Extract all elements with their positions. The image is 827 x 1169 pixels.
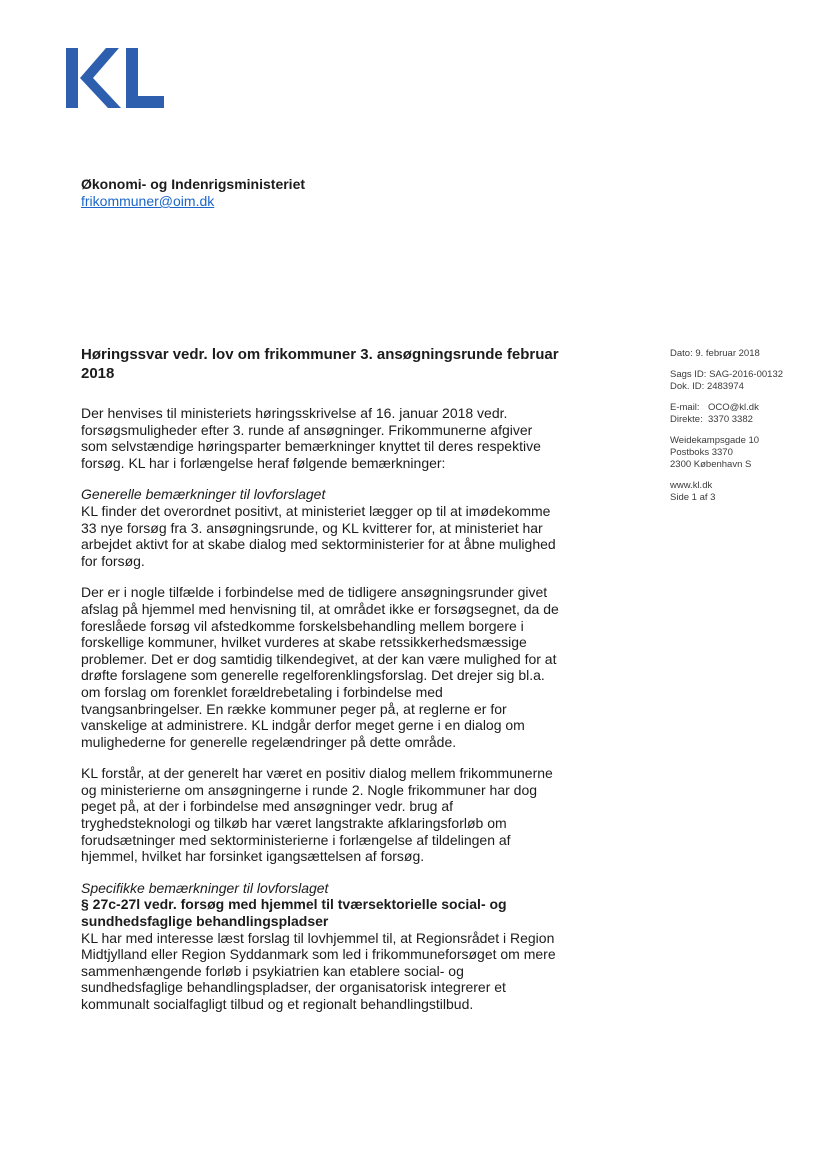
recipient-block [81,176,305,210]
section1-heading: Generelle bemærkninger til lovforslaget [81,486,326,503]
document-metadata [670,348,783,513]
letter-title: Høringssvar vedr. lov om frikommuner 3. ansøgningsrunde februar 2018 [81,346,559,382]
section1-paragraph-1: KL finder det overordnet positivt, at ministeriet lægger op til at imødekomme 33 nye forsøg fra 3. ansøgningsrunde, og KL kvitterer for, at ministeriet har arbejdet aktivt for at skabe dialog med sektorministerier for at åbne mulighed for forsøg. [81,502,556,569]
letter-intro: Der henvises til ministeriets høringsskrivelse af 16. januar 2018 vedr. forsøgsmuligheder efter 3. runde af ansøgninger. Frikommunerne afgiver som selvstændige høringsparter bemærkninger knyttet til deres respektive forsøg. KL har i forlængelse heraf følgende bemærkninger: [81,405,541,471]
section2-block [81,880,561,930]
meta-id-group [670,369,783,393]
meta-date: Dato: 9. februar 2018 [670,348,760,359]
section1-block [81,486,561,503]
meta-direkte-line [670,414,783,426]
section1-paragraph-2: Der er i nogle tilfælde i forbindelse med de tidligere ansøgningsrunder givet afslag på hjemmel med henvisning til, at området ikke er forsøgsegnet, da de foreslåede forsøg vil afstedkomme forskelsbehandling mellem borgere i forskellige kommuner, hvilket vurderes at skabe retssikkerhedsmæssige problemer. Det er dog samtidig tilkendegivet, at der kan være mulighed for at drøfte forslagene som generelle regelforenklingsforslag. Det drejer sig bl.a. om forslag om forenklet forældrebetaling i forbindelse med tvangsanbringelser. En række kommuner peger på, at reglerne er for vanskelige at administrere. KL indgår derfor meget gerne i en dialog om mulighederne for generelle regelændringer på dette område. [81,584,559,750]
meta-sags-id: Sags ID: SAG-2016-00132 [670,369,784,380]
section2-subheading: § 27c-27l vedr. forsøg med hjemmel til tværsektorielle social- og sundhedsfaglige behandlingspladser [81,896,507,930]
meta-address-postbox: Postboks 3370 [670,447,733,458]
meta-email-line [670,402,783,414]
recipient-name: Økonomi- og Indenrigsministeriet [81,176,306,192]
meta-dok-id: Dok. ID: 2483974 [670,381,744,392]
meta-direkte-label: Direkte: [670,414,703,425]
meta-web-group [670,480,783,504]
section2-paragraph-1: KL har med interesse læst forslag til lovhjemmel til, at Regionsrådet i Region Midtjylland eller Region Syddanmark som led i frikommuneforsøget om mere sammenhængende forløb i psykiatrien kan etablere social- og sundhedsfaglige behandlingspladser, der organisatorisk integrerer et kommunalt socialfagligt tilbud og et regionalt behandlingstilbud. [81,929,556,1012]
meta-date-group [670,348,783,360]
kl-logo-mark [66,48,164,108]
meta-page-number: Side 1 af 3 [670,492,716,503]
meta-contact-group [670,402,783,426]
meta-address-group [670,435,783,471]
meta-address-city: 2300 København S [670,459,752,470]
meta-email-label: E-mail: [670,402,700,413]
meta-email-value[interactable]: OCO@kl.dk [708,402,759,413]
meta-direkte-value: 3370 3382 [708,414,753,425]
kl-logo [66,48,164,108]
letter-body [81,346,561,1028]
meta-address-street: Weidekampsgade 10 [670,435,760,446]
meta-web[interactable]: www.kl.dk [670,480,713,491]
section2-heading: Specifikke bemærkninger til lovforslaget [81,879,329,896]
section1-paragraph-3: KL forstår, at der generelt har været en positiv dialog mellem frikommunerne og ministerierne om ansøgningerne i runde 2. Nogle frikommuner har dog peget på, at der i forbindelse med ansøgninger vedr. brug af tryghedsteknologi og tilkøb har været langstrakte afklaringsforløb om forudsætninger med sektorministerierne i forlængelse af tildelingen af hjemmel, hvilket har forsinket igangsættelsen af forsøg. [81,765,553,865]
recipient-email-link[interactable]: frikommuner@oim.dk [81,193,215,209]
